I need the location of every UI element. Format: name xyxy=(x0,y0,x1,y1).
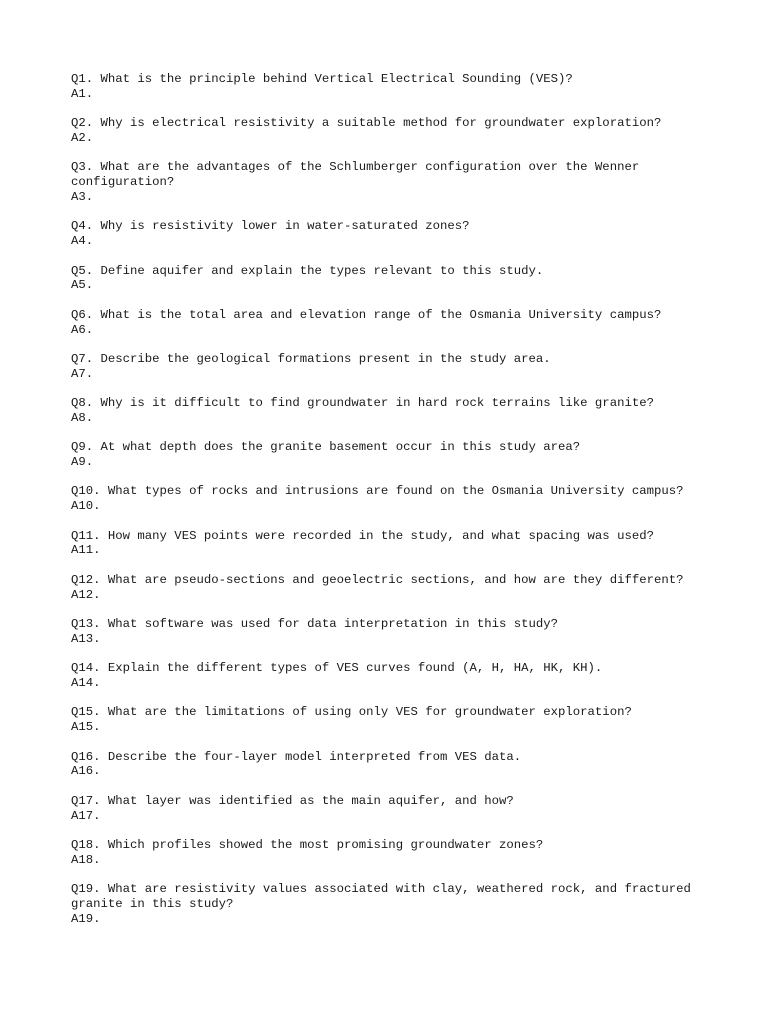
answer-text: A18. xyxy=(71,852,101,867)
qa-item-1 xyxy=(71,72,711,102)
qa-item-7 xyxy=(71,352,711,382)
answer-text: A17. xyxy=(71,808,101,823)
question-text: Q8. Why is it difficult to find groundwater in hard rock terrains like granite? xyxy=(71,396,654,411)
answer-text: A5. xyxy=(71,278,94,293)
answer-text: A7. xyxy=(71,366,94,381)
qa-item-14 xyxy=(71,661,711,691)
answer-text: A16. xyxy=(71,764,101,779)
question-text: Q14. Explain the different types of VES curves found (A, H, HA, HK, KH). xyxy=(71,661,603,676)
question-text: Q11. How many VES points were recorded in the study, and what spacing was used? xyxy=(71,528,654,543)
answer-text: A9. xyxy=(71,455,94,470)
qa-item-5 xyxy=(71,264,711,294)
question-text: Q5. Define aquifer and explain the types relevant to this study. xyxy=(71,263,544,278)
answer-text: A11. xyxy=(71,543,101,558)
question-text: Q19. What are resistivity values associated with clay, weathered rock, and fractured granite in this study? xyxy=(71,882,691,911)
question-text: Q1. What is the principle behind Vertical Electrical Sounding (VES)? xyxy=(71,72,573,86)
answer-text: A6. xyxy=(71,322,94,337)
answer-text: A13. xyxy=(71,631,101,646)
question-text: Q12. What are pseudo-sections and geoelectric sections, and how are they different? xyxy=(71,572,684,587)
qa-item-11 xyxy=(71,529,711,559)
qa-item-19 xyxy=(71,882,711,926)
qa-item-15 xyxy=(71,705,711,735)
question-text: Q4. Why is resistivity lower in water-saturated zones? xyxy=(71,219,470,234)
answer-text: A10. xyxy=(71,499,101,514)
qa-item-16 xyxy=(71,750,711,780)
question-text: Q6. What is the total area and elevation range of the Osmania University campus? xyxy=(71,307,662,322)
answer-text: A1. xyxy=(71,86,94,101)
answer-text: A4. xyxy=(71,234,94,249)
qa-item-13 xyxy=(71,617,711,647)
question-text: Q15. What are the limitations of using only VES for groundwater exploration? xyxy=(71,705,632,720)
qa-item-6 xyxy=(71,308,711,338)
question-text: Q18. Which profiles showed the most promising groundwater zones? xyxy=(71,837,544,852)
answer-text: A19. xyxy=(71,911,101,926)
answer-text: A3. xyxy=(71,189,94,204)
answer-text: A2. xyxy=(71,130,94,145)
question-text: Q17. What layer was identified as the main aquifer, and how? xyxy=(71,793,514,808)
qa-item-17 xyxy=(71,794,711,824)
answer-text: A15. xyxy=(71,720,101,735)
question-text: Q10. What types of rocks and intrusions are found on the Osmania University campus? xyxy=(71,484,684,499)
qa-item-9 xyxy=(71,440,711,470)
question-text: Q2. Why is electrical resistivity a suitable method for groundwater exploration? xyxy=(71,116,662,131)
document-page xyxy=(71,72,711,941)
question-text: Q7. Describe the geological formations present in the study area. xyxy=(71,351,551,366)
question-text: Q13. What software was used for data interpretation in this study? xyxy=(71,617,559,632)
answer-text: A8. xyxy=(71,410,94,425)
qa-item-18 xyxy=(71,838,711,868)
qa-item-12 xyxy=(71,573,711,603)
qa-item-3 xyxy=(71,160,711,204)
question-text: Q3. What are the advantages of the Schlumberger configuration over the Wenner configuration? xyxy=(71,160,640,190)
qa-item-4 xyxy=(71,219,711,249)
question-text: Q9. At what depth does the granite basement occur in this study area? xyxy=(71,440,581,455)
answer-text: A14. xyxy=(71,676,101,691)
question-text: Q16. Describe the four-layer model interpreted from VES data. xyxy=(71,749,522,764)
qa-item-8 xyxy=(71,396,711,426)
qa-item-10 xyxy=(71,484,711,514)
answer-text: A12. xyxy=(71,587,101,602)
qa-item-2 xyxy=(71,116,711,146)
